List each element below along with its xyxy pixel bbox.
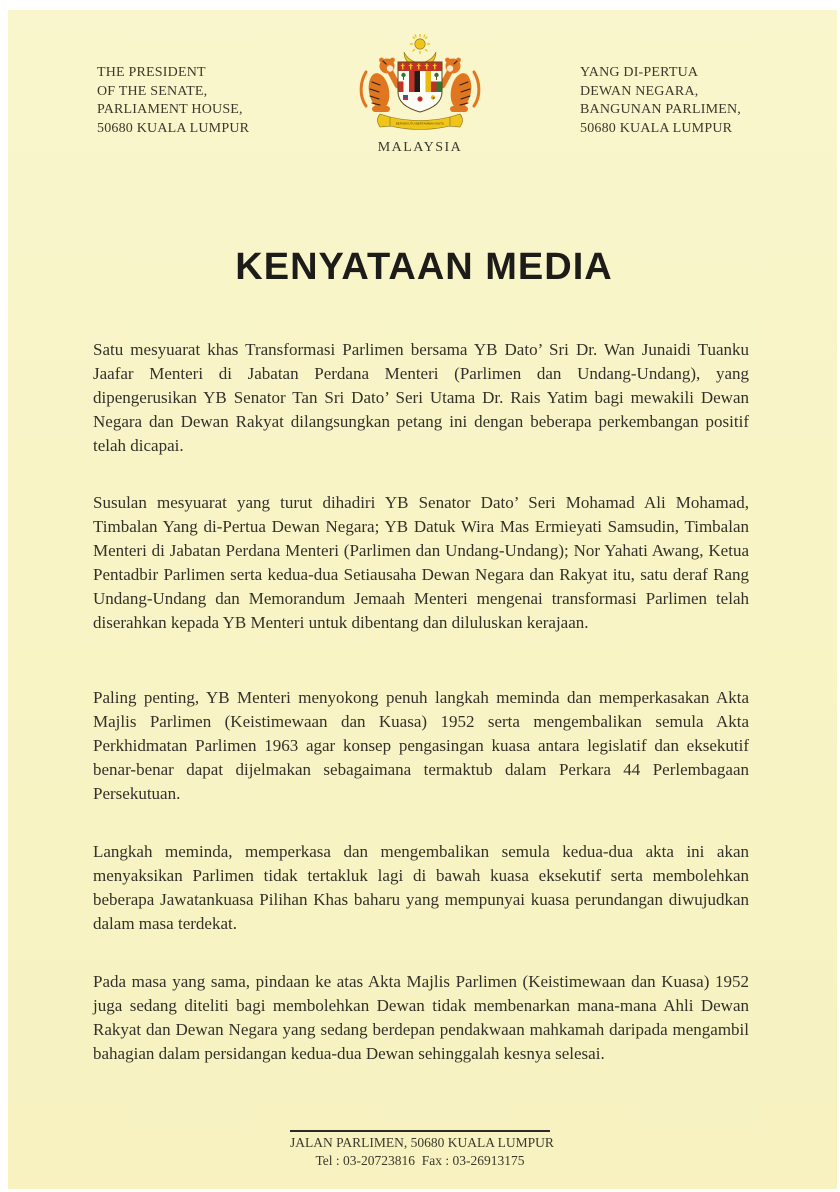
address-line: 50680 KUALA LUMPUR bbox=[580, 120, 733, 136]
tiger-supporter-left bbox=[361, 58, 402, 112]
footer-address: JALAN PARLIMEN, 50680 KUALA LUMPUR bbox=[290, 1135, 554, 1150]
letterhead-footer bbox=[290, 1130, 554, 1169]
paragraph-1: Satu mesyuarat khas Transformasi Parlimen bersama YB Dato’ Sri Dr. Wan Junaidi Tuanku Jaafar Menteri di Jabatan Perdana Menteri (Parlimen dan Undang-Undang), yang dipengerusikan YB Senator Tan Sri Dato’ Seri Utama Dr. Rais Yatim bagi mewakili Dewan Negara dan Dewan Rakyat dilangsungkan petang ini dengan beberapa perkembangan positif telah dicapai. bbox=[93, 340, 749, 455]
motto-ribbon bbox=[378, 114, 463, 130]
address-line: DEWAN NEGARA, bbox=[580, 83, 699, 99]
malaysia-coat-of-arms-icon bbox=[354, 34, 486, 138]
scanned-letter-page bbox=[8, 10, 837, 1189]
sender-address-right bbox=[580, 64, 741, 138]
paragraph-5: Pada masa yang sama, pindaan ke atas Akta Majlis Parlimen (Keistimewaan dan Kuasa) 1952 juga sedang diteliti bagi membolehkan Dewan tidak membenarkan mana-mana Ahli Dewan Rakyat dan Dewan Negara yang sedang berdepan pendakwaan mahkamah daripada mengambil bahagian dalam persidangan kedua-dua Dewan sehinggalah kesnya selesai. bbox=[93, 972, 749, 1063]
tiger-supporter-right bbox=[438, 58, 479, 112]
emblem-caption: MALAYSIA bbox=[377, 140, 463, 155]
document-title: KENYATAAN MEDIA bbox=[235, 246, 613, 288]
address-line: YANG DI-PERTUA bbox=[580, 65, 699, 80]
address-line: BANGUNAN PARLIMEN, bbox=[580, 102, 741, 117]
motto-text: BERSEKUTU BERTAMBAH MUTU bbox=[395, 121, 445, 126]
footer-contact: Tel : 03-20723816 Fax : 03-26913175 bbox=[315, 1152, 525, 1168]
sender-address-left bbox=[97, 64, 249, 138]
paragraph-3: Paling penting, YB Menteri menyokong penuh langkah meminda dan memperkasakan Akta Majlis Parlimen (Keistimewaan dan Kuasa) 1952 serta mengembalikan semula Akta Perkhidmatan Parlimen 1963 agar konsep pengasingan kuasa antara legislatif dan eksekutif benar-benar dapat dijelmakan sebagaimana termaktub dalam Perkara 44 Perlembagaan Persekutuan. bbox=[93, 688, 749, 803]
address-line: THE PRESIDENT bbox=[97, 65, 206, 80]
address-line: 50680 KUALA LUMPUR bbox=[97, 120, 250, 136]
address-line: PARLIAMENT HOUSE, bbox=[97, 102, 243, 117]
paragraph-2: Susulan mesyuarat yang turut dihadiri YB Senator Dato’ Seri Mohamad Ali Mohamad, Timbalan Yang di-Pertua Dewan Negara; YB Datuk Wira Mas Ermieyati Samsudin, Timbalan Menteri di Jabatan Perdana Menteri (Parlimen dan Undang-Undang); Nor Yahati Awang, Ketua Pentadbir Parlimen serta kedua-dua Setiausaha Dewan Negara dan Rakyat itu, satu deraf Rang Undang-Undang dan Memorandum Jemaah Menteri mengenai transformasi Parlimen telah diserahkan kepada YB Menteri untuk dibentang dan diluluskan kerajaan. bbox=[93, 493, 749, 632]
address-line: OF THE SENATE, bbox=[97, 83, 208, 99]
shield bbox=[398, 62, 442, 112]
paragraph-4: Langkah meminda, memperkasa dan mengembalikan semula kedua-dua akta ini akan menyaksikan Parlimen tidak tertakluk lagi di bawah kuasa eksekutif serta membolehkan beberapa Jawatankuasa Pilihan Khas baharu yang mempunyai kuasa perundangan diwujudkan dalam masa terdekat. bbox=[93, 842, 749, 933]
